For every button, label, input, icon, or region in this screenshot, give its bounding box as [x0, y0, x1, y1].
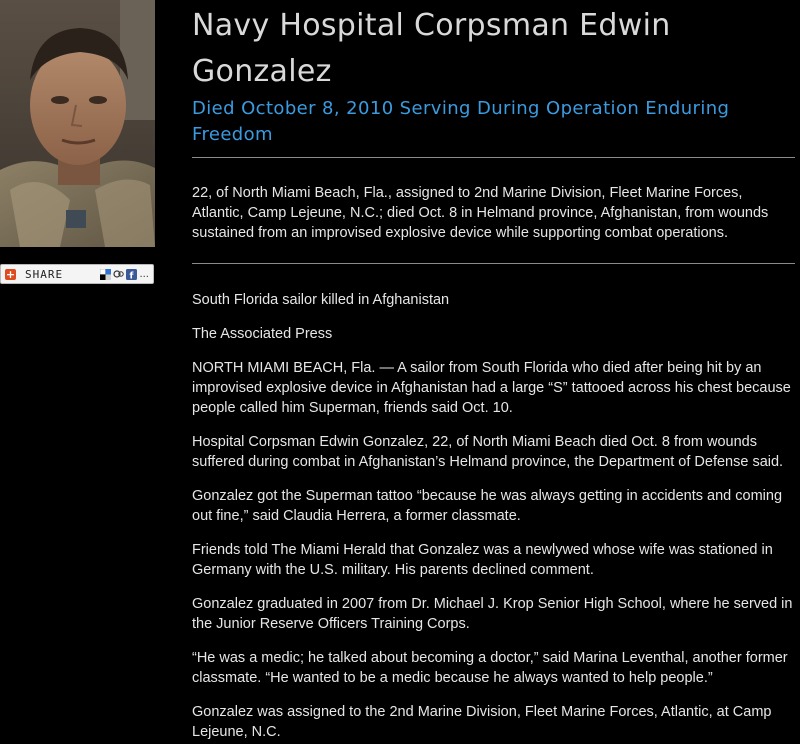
digg-icon[interactable] [113, 269, 124, 280]
portrait-photo [0, 0, 155, 247]
delicious-icon[interactable] [100, 269, 111, 280]
article-source: The Associated Press [192, 326, 333, 342]
share-services [100, 269, 149, 280]
article-paragraph: NORTH MIAMI BEACH, Fla. — A sailor from South Florida who died after being hit by an improvised explosive device in Afghanistan had a large “S” tattooed across his chest because people called him Superman, friends said Oct. 10. [192, 360, 791, 416]
main-content [192, 0, 795, 744]
article-paragraph: Hospital Corpsman Edwin Gonzalez, 22, of North Miami Beach died Oct. 8 from wounds suffered during combat in Afghanistan’s Helmand province, the Department of Defense said. [192, 434, 784, 470]
plus-icon: + [5, 267, 16, 281]
page-title: Navy Hospital Corpsman Edwin Gonzalez [192, 8, 671, 89]
article-paragraph: Gonzalez was assigned to the 2nd Marine Division, Fleet Marine Forces, Atlantic, at Camp Lejeune, N.C. [192, 704, 772, 740]
svg-text:f: f [129, 271, 134, 280]
article-body [192, 290, 795, 742]
article-headline: South Florida sailor killed in Afghanistan [192, 292, 450, 308]
summary-text: 22, of North Miami Beach, Fla., assigned to 2nd Marine Division, Fleet Marine Forces, Atlantic, Camp Lejeune, N.C.; died Oct. 8 in Helmand province, Afghanistan, from wounds sustained from an improvised explosive device while supporting combat operations. [192, 185, 769, 241]
article-paragraph: “He was a medic; he talked about becoming a doctor,” said Marina Leventhal, another former classmate. “He wanted to be a medic because he always wanted to help people.” [192, 650, 788, 686]
divider [192, 157, 795, 158]
page-subtitle: Died October 8, 2010 Serving During Operation Enduring Freedom [192, 98, 730, 145]
article-paragraph: Friends told The Miami Herald that Gonzalez was a newlywed whose wife was stationed in Germany with the U.S. military. His parents declined comment. [192, 542, 773, 578]
share-button[interactable] [0, 264, 154, 284]
article-paragraph: Gonzalez got the Superman tattoo “because he was always getting in accidents and coming out fine,” said Claudia Herrera, a former classmate. [192, 488, 783, 524]
divider [192, 263, 795, 264]
facebook-icon[interactable] [126, 269, 137, 280]
article-paragraph: Gonzalez graduated in 2007 from Dr. Michael J. Krop Senior High School, where he served in the Junior Reserve Officers Training Corps. [192, 596, 793, 632]
more-services[interactable]: ... [139, 268, 149, 280]
share-label: SHARE [25, 267, 64, 281]
